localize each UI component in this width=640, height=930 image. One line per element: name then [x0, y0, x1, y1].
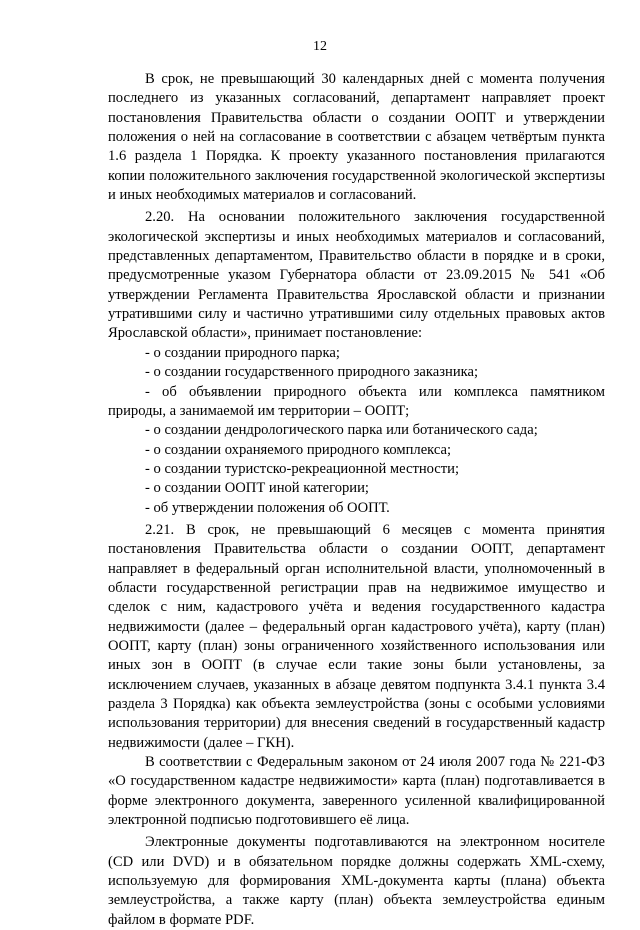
list-item-nature-reserve: - о создании государственного природного заказника; [145, 364, 479, 381]
list-item-tourist-area: - о создании туристско-рекреационной местности; [145, 460, 460, 477]
list-item-other-category: - о создании ООПТ иной категории; [145, 480, 369, 497]
paragraph-electronic-documents: Электронные документы подготавливаются на электронном носителе (CD или DVD) и в обязательном порядке должны содержать XML-схему, используемую для формирования XML-документа карты (плана) объекта землеустройства, а также карту (план) объекта землеустройства единым файлом в формате PDF. [108, 834, 605, 928]
paragraph-2-20: 2.20. На основании положительного заключения государственной экологической экспертизы и иных необходимых материалов и согласований, представленных департаментом, Правительство области в порядке и в сроки, предусмотренные указом Губернатора области от 23.09.2015 № 541 «Об утверждении Регламента Правительства Ярославской области и признании утратившими силу и частично утратившими силу отдельных правовых актов Ярославской области», принимает постановление: [108, 209, 605, 342]
document-body [108, 70, 605, 930]
list-item-natural-monument: - об объявлении природного объекта или комплекса памятником природы, а занимаемой им территории – ООПТ; [108, 383, 605, 419]
list-item-approve-regulation: - об утверждении положения об ООПТ. [145, 499, 390, 516]
list-item-natural-park: - о создании природного парка; [145, 344, 340, 361]
list-item-botanical-garden: - о создании дендрологического парка или ботанического сада; [145, 422, 538, 439]
list-item-protected-complex: - о создании охраняемого природного комплекса; [145, 441, 452, 458]
page-number: 12 [313, 39, 327, 54]
paragraph-2-21: 2.21. В срок, не превышающий 6 месяцев с момента принятия постановления Правительства области о создании ООПТ, департамент направляет в федеральный орган исполнительной власти, уполномоченный в области государственной регистрации прав на недвижимое имущество и сделок с ним, кадастрового учёта и ведения государственного кадастра недвижимости (далее – федеральный орган кадастрового учёта), карту (план) ООПТ, карту (план) зоны ограниченного хозяйственного использования или иных зон в ООПТ (в случае если такие зоны были установлены, за исключением случаев, указанных в абзаце девятом подпункта 3.4.1 пункта 3.4 раздела 3 Порядка) как объекта землеустройства (зоны с особыми условиями использования территории) для внесения сведений в государственный кадастр недвижимости (далее – ГКН). [108, 521, 605, 751]
paragraph-federal-law: В соответствии с Федеральным законом от 24 июля 2007 года № 221-ФЗ «О государственном кадастре недвижимости» карта (план) подготавливается в форме электронного документа, заверенного усиленной квалифицированной электронной подписью подготовившего её лица. [108, 754, 605, 829]
paragraph-submission-deadline: В срок, не превышающий 30 календарных дней с момента получения последнего из указанных согласований, департамент направляет проект постановления Правительства области о создании ООПТ и утверждении положения о ней на согласование в соответствии с абзацем четвёртым пункта 1.6 раздела 1 Порядка. К проекту указанного постановления прилагаются копии положительного заключения государственной экологической экспертизы и иных необходимых материалов и согласований. [108, 71, 605, 204]
